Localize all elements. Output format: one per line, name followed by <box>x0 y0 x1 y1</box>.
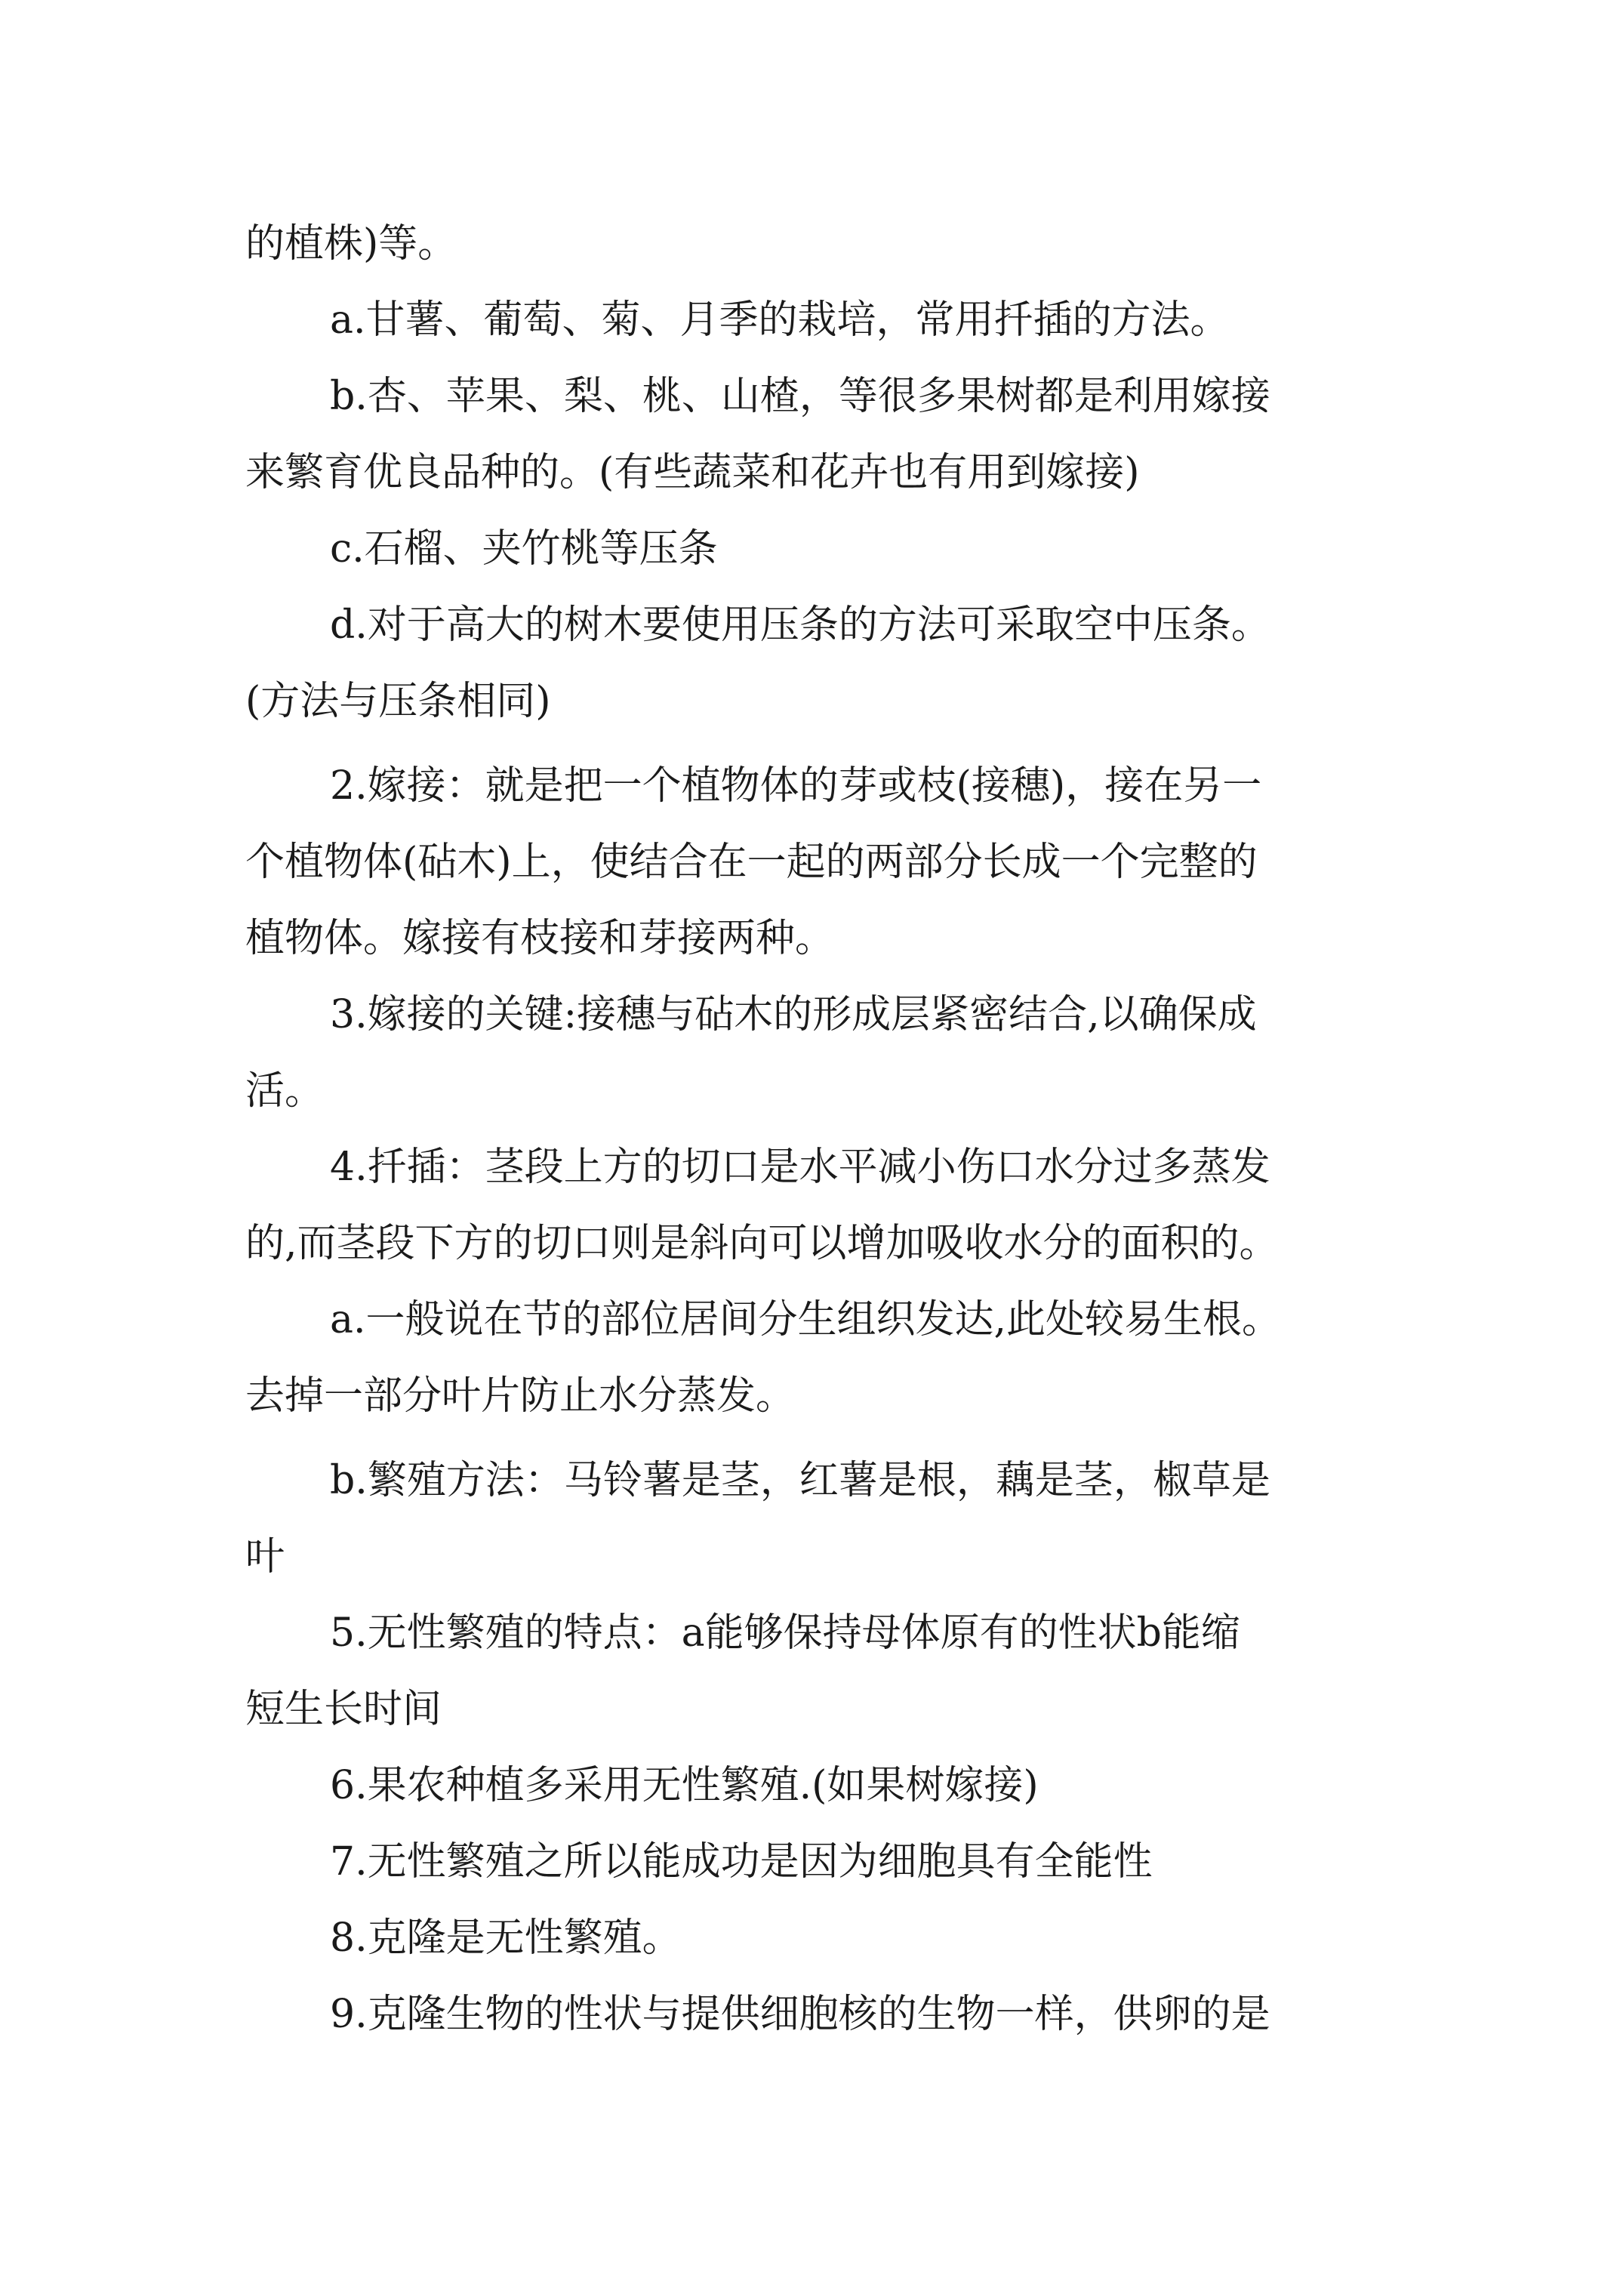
text-line: d.对于高大的树木要使用压条的方法可采取空中压条。 <box>330 603 1270 648</box>
text-line: 7.无性繁殖之所以能成功是因为细胞具有全能性 <box>330 1839 1153 1885</box>
text-line: 4.扦插：茎段上方的切口是水平减小伤口水分过多蒸发 <box>330 1145 1270 1190</box>
text-line: b.繁殖方法：马铃薯是茎，红薯是根，藕是茎，椒草是 <box>330 1458 1270 1503</box>
text-line: 3.嫁接的关键:接穗与砧木的形成层紧密结合,以确保成 <box>330 992 1257 1037</box>
text-line: 的植株)等。 <box>245 221 457 267</box>
text-line: (方法与压条相同) <box>245 679 551 724</box>
text-line: c.石榴、夹竹桃等压条 <box>330 526 718 572</box>
text-line: 2.嫁接：就是把一个植物体的芽或枝(接穗)，接在另一 <box>330 763 1262 809</box>
text-line: 叶 <box>245 1534 285 1579</box>
text-line: 6.果农种植多采用无性繁殖.(如果树嫁接) <box>330 1763 1039 1808</box>
text-line: 的,而茎段下方的切口则是斜向可以增加吸收水分的面积的。 <box>245 1221 1279 1266</box>
text-line: 个植物体(砧木)上，使结合在一起的两部分长成一个完整的 <box>245 840 1258 885</box>
text-line: b.杏、苹果、梨、桃、山楂，等很多果树都是利用嫁接 <box>330 374 1270 419</box>
text-line: 短生长时间 <box>245 1687 442 1732</box>
text-line: 5.无性繁殖的特点：a能够保持母体原有的性状b能缩 <box>330 1610 1240 1656</box>
text-line: 9.克隆生物的性状与提供细胞核的生物一样，供卵的是 <box>330 1992 1270 2037</box>
text-line: a.一般说在节的部位居间分生组织发达,此处较易生根。 <box>330 1297 1282 1342</box>
text-line: 来繁育优良品种的。(有些蔬菜和花卉也有用到嫁接) <box>245 450 1140 495</box>
text-line: 去掉一部分叶片防止水分蒸发。 <box>245 1373 796 1419</box>
text-line: 活。 <box>245 1068 325 1114</box>
text-line: 8.克隆是无性繁殖。 <box>330 1915 682 1961</box>
text-line: 植物体。嫁接有枝接和芽接两种。 <box>245 916 835 961</box>
text-line: a.甘薯、葡萄、菊、月季的栽培，常用扦插的方法。 <box>330 297 1230 343</box>
